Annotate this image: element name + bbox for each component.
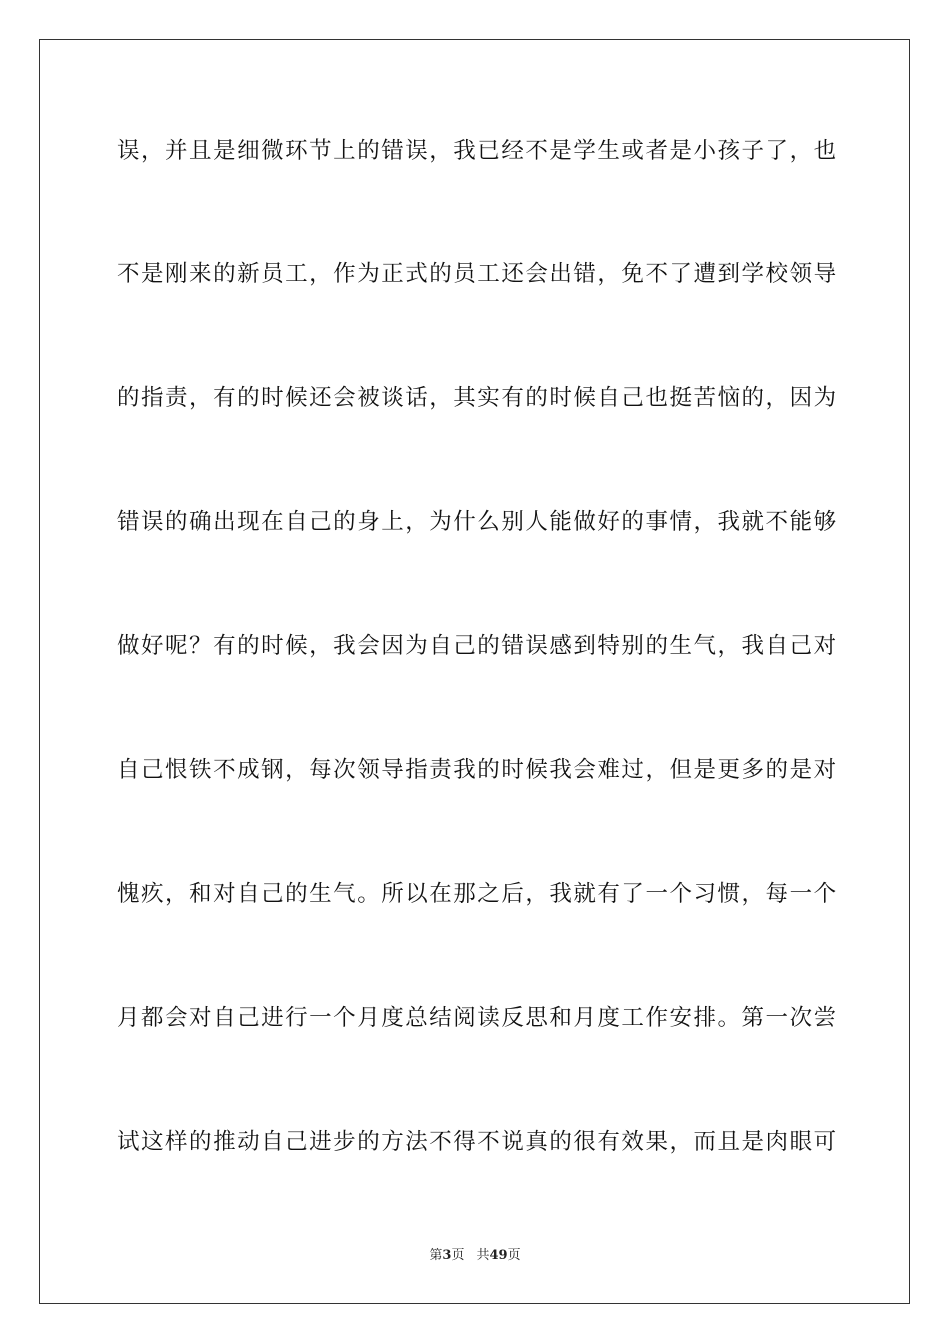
page-suffix: 页 — [451, 1248, 465, 1263]
total-suffix: 页 — [507, 1248, 521, 1263]
body-text-line: 做好呢？有的时候，我会因为自己的错误感到特别的生气，我自己对 — [117, 633, 837, 659]
body-text-line: 的指责，有的时候还会被谈话，其实有的时候自己也挺苦恼的，因为 — [117, 385, 837, 411]
body-text-line: 误，并且是细微环节上的错误，我已经不是学生或者是小孩子了，也 — [117, 138, 837, 164]
body-text-line: 错误的确出现在自己的身上，为什么别人能做好的事情，我就不能够 — [117, 509, 837, 535]
page-footer — [0, 1248, 950, 1264]
page-prefix: 第 — [429, 1248, 443, 1263]
page-number: 3 — [442, 1248, 452, 1263]
body-text-line: 自己恨铁不成钢，每次领导指责我的时候我会难过，但是更多的是对 — [117, 757, 837, 783]
body-text-line: 不是刚来的新员工，作为正式的员工还会出错，免不了遭到学校领导 — [117, 261, 837, 287]
body-text-line: 月都会对自己进行一个月度总结阅读反思和月度工作安排。第一次尝 — [117, 1005, 837, 1031]
total-prefix: 共 — [476, 1248, 490, 1263]
page-border — [39, 39, 910, 1304]
total-pages: 49 — [489, 1248, 508, 1263]
body-text-line: 试这样的推动自己进步的方法不得不说真的很有效果，而且是肉眼可 — [117, 1129, 837, 1155]
body-text-line: 愧疚，和对自己的生气。所以在那之后，我就有了一个习惯，每一个 — [117, 881, 837, 907]
